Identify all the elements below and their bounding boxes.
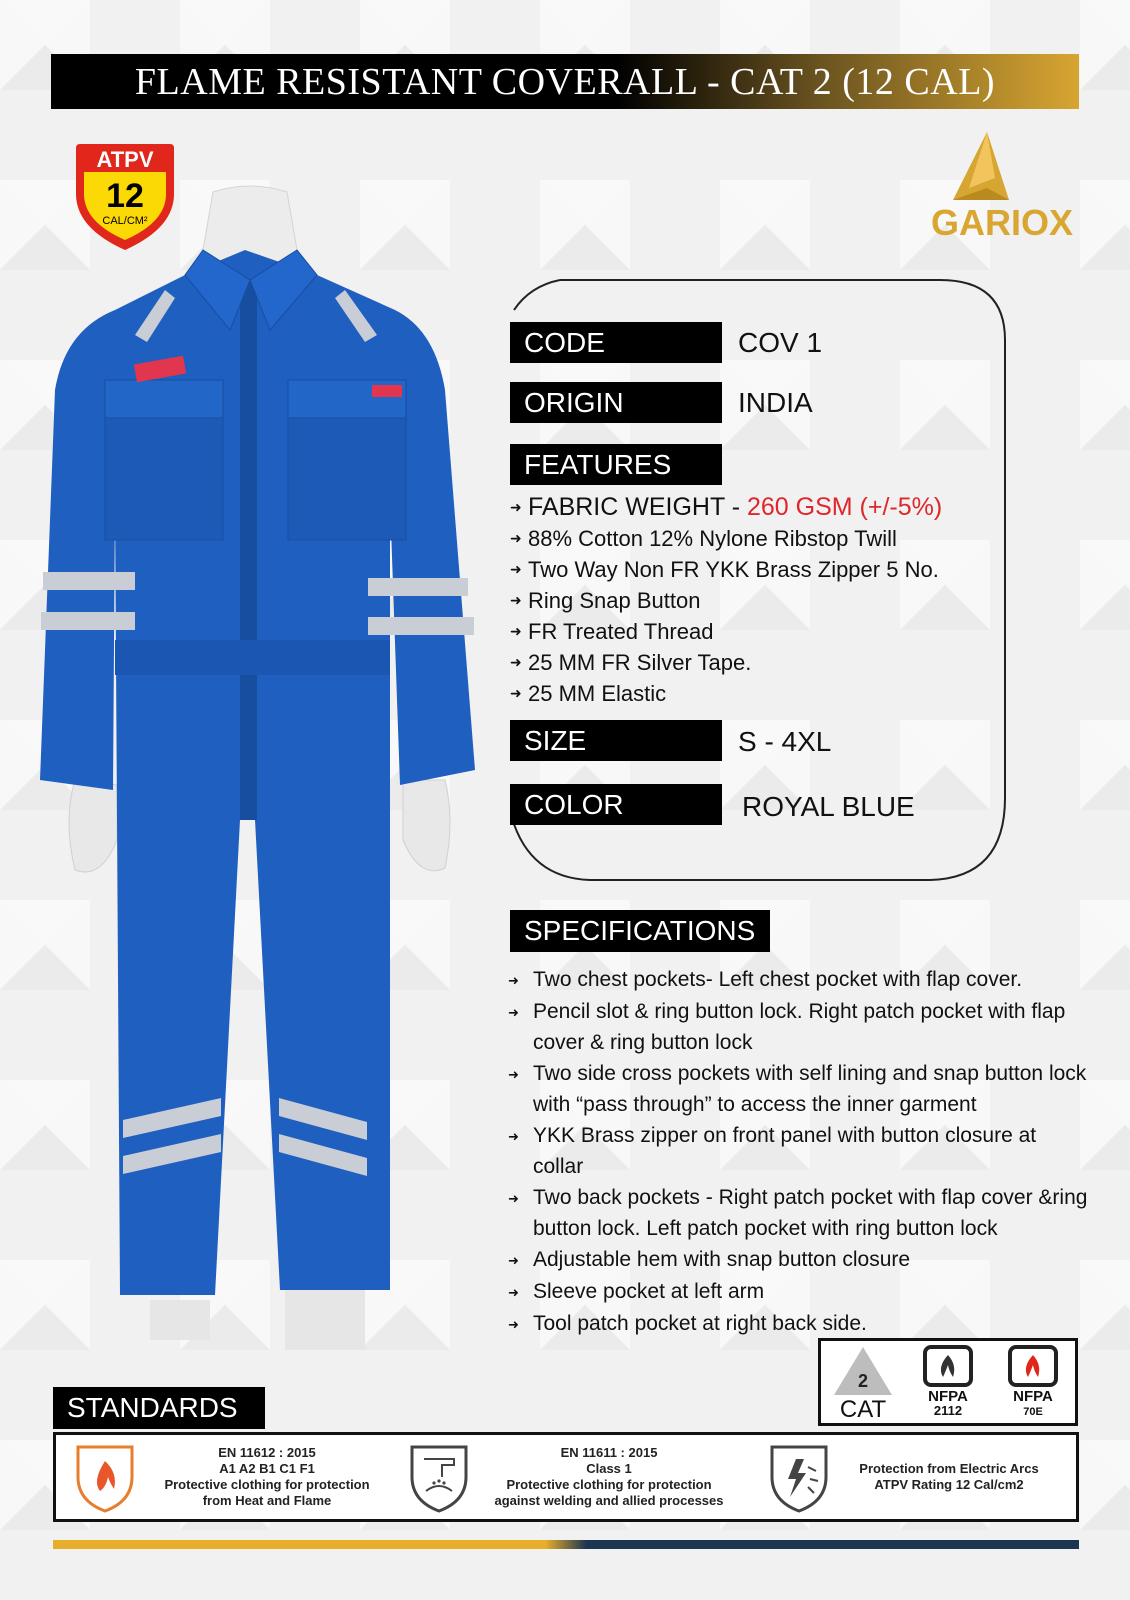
list-item xyxy=(510,585,1030,616)
feature-text: 25 MM FR Silver Tape. xyxy=(528,650,752,675)
standard-code: EN 11612 : 2015 xyxy=(218,1445,316,1460)
coverall-illustration-icon xyxy=(35,180,500,1380)
atpv-top-text: ATPV xyxy=(96,147,154,172)
origin-label: ORIGIN xyxy=(510,382,722,423)
gariox-logo-icon xyxy=(925,132,1080,244)
arrow-icon: ➜ xyxy=(508,1129,519,1144)
arrow-icon: ➜ xyxy=(508,1317,519,1332)
features-label: FEATURES xyxy=(510,444,722,485)
arrow-icon: ➜ xyxy=(510,654,522,670)
origin-value: INDIA xyxy=(738,387,813,418)
list-item xyxy=(508,1276,1088,1308)
arrow-icon: ➜ xyxy=(510,561,522,577)
standard-class: A1 A2 B1 C1 F1 xyxy=(219,1461,315,1476)
standard-desc: Protection from Electric Arcs xyxy=(859,1461,1039,1476)
bottom-accent-bar xyxy=(53,1540,1079,1549)
spec-text: Tool patch pocket at right back side. xyxy=(533,1312,867,1335)
standards-label: STANDARDS xyxy=(53,1387,265,1429)
list-item xyxy=(510,678,1030,709)
nfpa-number: 2112 xyxy=(933,1403,963,1418)
coverall-image xyxy=(35,180,500,1380)
code-label: CODE xyxy=(510,322,722,363)
arrow-icon: ➜ xyxy=(508,1191,519,1206)
spec-text: Two side cross pockets with self lining and snap button lock with “pass through” to access the inner garment xyxy=(533,1062,1087,1116)
standard-electric-arc xyxy=(746,1435,1066,1519)
electric-arc-shield-icon xyxy=(766,1441,832,1513)
standard-welding xyxy=(396,1435,746,1519)
arrow-icon: ➜ xyxy=(508,1005,519,1020)
size-label: SIZE xyxy=(510,720,722,761)
nfpa-number: 70E xyxy=(1022,1406,1043,1418)
standard-heat-flame xyxy=(56,1435,396,1519)
standard-desc: Protective clothing for protection xyxy=(164,1477,370,1492)
spec-text: Pencil slot & ring button lock. Right patch pocket with flap cover & ring button lock xyxy=(533,1000,1066,1054)
standard-code: EN 11611 : 2015 xyxy=(560,1445,658,1460)
standard-desc: from Heat and Flame xyxy=(202,1493,332,1508)
feature-text: FR Treated Thread xyxy=(528,619,714,644)
nfpa-label: NFPA xyxy=(1012,1388,1053,1405)
color-label: COLOR xyxy=(510,784,722,825)
cat-triangle-icon xyxy=(828,1343,898,1421)
specifications-list xyxy=(508,964,1088,1340)
standard-desc: against welding and allied processes xyxy=(494,1493,724,1508)
arrow-icon: ➜ xyxy=(510,530,522,546)
arrow-icon: ➜ xyxy=(508,1253,519,1268)
fabric-weight-value: 260 GSM (+/-5%) xyxy=(747,493,943,521)
title-banner xyxy=(51,54,1079,109)
list-item xyxy=(508,1120,1088,1182)
cat-label: CAT xyxy=(840,1396,887,1421)
atpv-unit-text: CAL/CM² xyxy=(102,215,148,227)
list-item xyxy=(508,1308,1088,1340)
arrow-icon: ➜ xyxy=(508,1285,519,1300)
feature-text: 25 MM Elastic xyxy=(528,681,667,706)
size-value: S - 4XL xyxy=(738,726,832,757)
arrow-icon: ➜ xyxy=(510,685,522,701)
brand-logo xyxy=(925,132,1080,244)
spec-text: Sleeve pocket at left arm xyxy=(533,1280,765,1303)
nfpa-2112-cert xyxy=(913,1343,983,1421)
feature-text: Ring Snap Button xyxy=(528,588,701,613)
nfpa-70e-icon xyxy=(998,1343,1068,1421)
welding-shield-icon xyxy=(406,1441,472,1513)
nfpa-label: NFPA xyxy=(928,1388,968,1405)
standard-desc: ATPV Rating 12 Cal/cm2 xyxy=(874,1477,1024,1492)
spec-text: Two chest pockets- Left chest pocket with flap cover. xyxy=(533,968,1023,991)
cat-2-cert xyxy=(828,1343,898,1421)
list-item xyxy=(508,1244,1088,1276)
feature-text: Two Way Non FR YKK Brass Zipper 5 No. xyxy=(528,557,939,582)
arrow-icon: ➜ xyxy=(510,592,522,608)
feature-text: 88% Cotton 12% Nylone Ribstop Twill xyxy=(528,526,897,551)
brand-name: GARIOX xyxy=(930,202,1074,243)
list-item xyxy=(510,616,1030,647)
features-list xyxy=(510,492,1030,709)
spec-text: Two back pockets - Right patch pocket with flap cover &ring button lock. Left patch pocket with ring button lock xyxy=(533,1186,1088,1240)
list-item xyxy=(510,523,1030,554)
standard-desc: Protective clothing for protection xyxy=(506,1477,712,1492)
arrow-icon: ➜ xyxy=(510,623,522,639)
arrow-icon: ➜ xyxy=(508,1067,519,1082)
standard-class: Class 1 xyxy=(586,1461,632,1476)
list-item xyxy=(510,647,1030,678)
nfpa-2112-icon xyxy=(913,1343,983,1421)
fabric-weight-label: FABRIC WEIGHT - xyxy=(528,493,747,521)
list-item xyxy=(508,996,1088,1058)
arrow-icon: ➜ xyxy=(508,973,519,988)
flame-shield-icon xyxy=(72,1441,138,1513)
list-item xyxy=(510,554,1030,585)
atpv-value-text: 12 xyxy=(106,177,144,215)
spec-text: YKK Brass zipper on front panel with button closure at collar xyxy=(533,1124,1037,1178)
specifications-label: SPECIFICATIONS xyxy=(510,910,770,952)
list-item xyxy=(508,1182,1088,1244)
cat-number: 2 xyxy=(858,1371,869,1391)
list-item xyxy=(510,492,1030,523)
arrow-icon: ➜ xyxy=(510,499,522,515)
color-value: ROYAL BLUE xyxy=(742,791,915,822)
certification-box xyxy=(818,1338,1078,1426)
nfpa-70e-cert xyxy=(998,1343,1068,1421)
code-value: COV 1 xyxy=(738,327,823,358)
list-item xyxy=(508,1058,1088,1120)
standards-box xyxy=(53,1432,1079,1522)
page-title: FLAME RESISTANT COVERALL - CAT 2 (12 CAL) xyxy=(134,60,996,103)
list-item xyxy=(508,964,1088,996)
spec-text: Adjustable hem with snap button closure xyxy=(533,1248,911,1271)
